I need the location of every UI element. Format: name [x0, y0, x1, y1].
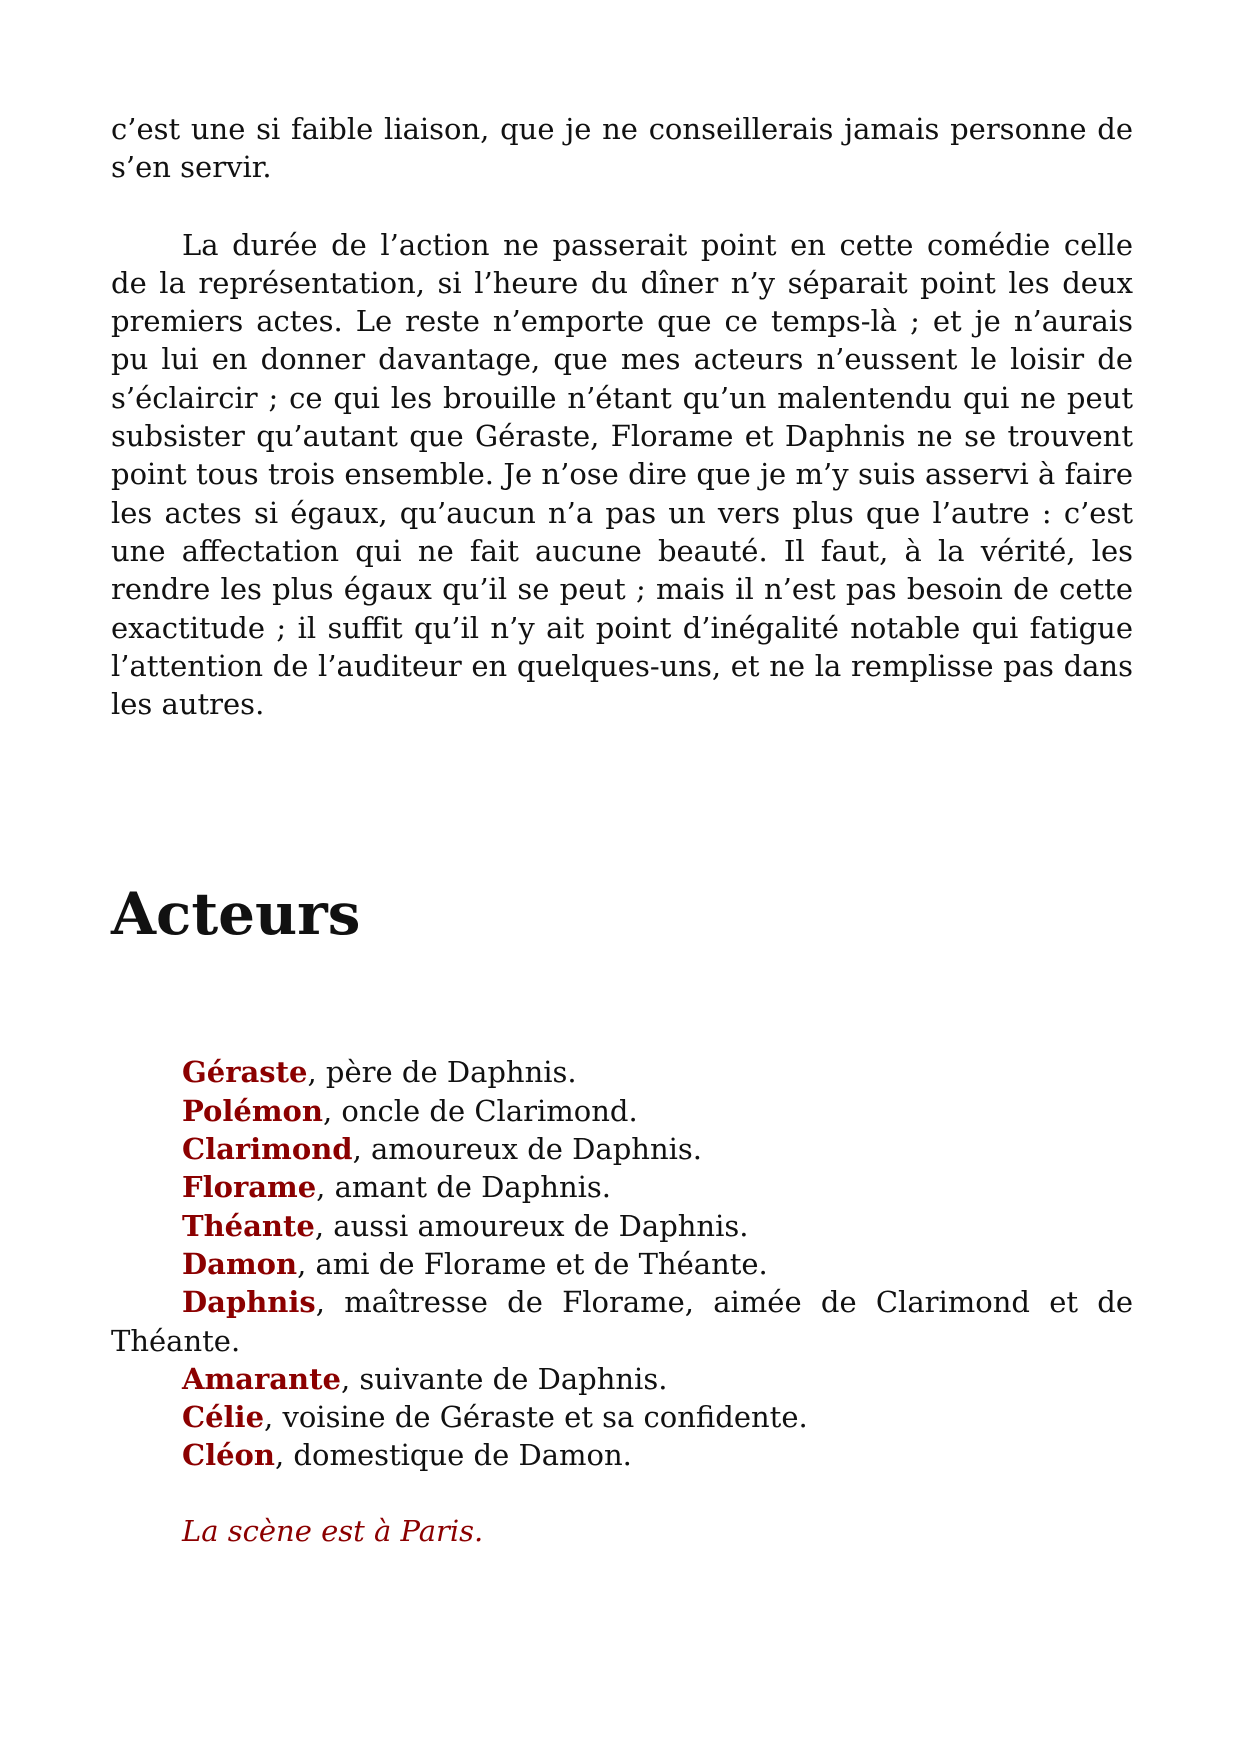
- character-name: Célie: [182, 1400, 265, 1435]
- cast-item: [111, 1053, 1133, 1091]
- character-name: Polémon: [182, 1093, 323, 1128]
- character-name: Cléon: [182, 1438, 275, 1473]
- character-description: , ami de Florame et de Théante.: [297, 1246, 768, 1281]
- cast-item: [111, 1130, 1133, 1168]
- cast-list: [111, 1053, 1133, 1474]
- character-description: , aussi amoureux de Daphnis.: [314, 1208, 749, 1243]
- paragraph-continuation: c’est une si faible liaison, que je ne conseillerais jamais personne de s’en servir.: [111, 112, 1133, 185]
- cast-item: [111, 1360, 1133, 1398]
- cast-item: [111, 1436, 1133, 1474]
- section-heading-acteurs: Acteurs: [111, 880, 361, 949]
- paragraph-action-duration: La durée de l’action ne passerait point en cette comédie celle de la représentation, si l’heure du dîner n’y séparait point les deux premiers actes. Le reste n’emporte que ce temps-là ; et je n’aurais pu lui en donner davantage, que mes acteurs n’eussent le loisir de s’éclaircir ; ce qui les brouille n’étant qu’un malentendu qui ne peut subsister qu’autant que Géraste, Florame et Daphnis ne se trouvent point tous trois ensemble. Je n’ose dire que je m’y suis asservi à faire les actes si égaux, qu’aucun n’a pas un vers plus que l’autre : c’est une affectation qui ne fait aucune beauté. Il faut, à la vérité, les rendre les plus égaux qu’il se peut ; mais il n’est pas besoin de cette exactitude ; il suffit qu’il n’y ait point d’inégalité notable qui fatigue l’attention de l’auditeur en quelques-uns, et ne la remplisse pas dans les autres.: [111, 227, 1133, 722]
- document-page: [111, 110, 1133, 1550]
- cast-item: [111, 1092, 1133, 1130]
- character-name: Géraste: [182, 1055, 308, 1090]
- character-description: , amant de Daphnis.: [316, 1170, 611, 1205]
- character-name: Amarante: [182, 1361, 341, 1396]
- cast-item: [111, 1245, 1133, 1283]
- cast-item: [111, 1207, 1133, 1245]
- character-description: , amoureux de Daphnis.: [352, 1132, 702, 1167]
- cast-item: [111, 1398, 1133, 1436]
- scene-setting: La scène est à Paris.: [182, 1513, 484, 1548]
- character-description: , oncle de Clarimond.: [322, 1093, 638, 1128]
- character-description: , domestique de Damon.: [274, 1438, 632, 1473]
- character-description: , voisine de Géraste et sa confidente.: [264, 1400, 808, 1435]
- character-name: Clarimond: [182, 1132, 353, 1167]
- character-name: Florame: [182, 1170, 317, 1205]
- character-description: , père de Daphnis.: [307, 1055, 577, 1090]
- character-name: Damon: [182, 1246, 298, 1281]
- cast-item: [111, 1283, 1133, 1360]
- character-description: , suivante de Daphnis.: [340, 1361, 668, 1396]
- character-description: , maîtresse de Florame, aimée de Clarimond et de Théante.: [111, 1285, 1133, 1358]
- character-name: Théante: [182, 1208, 315, 1243]
- character-name: Daphnis: [182, 1285, 316, 1320]
- cast-item: [111, 1168, 1133, 1206]
